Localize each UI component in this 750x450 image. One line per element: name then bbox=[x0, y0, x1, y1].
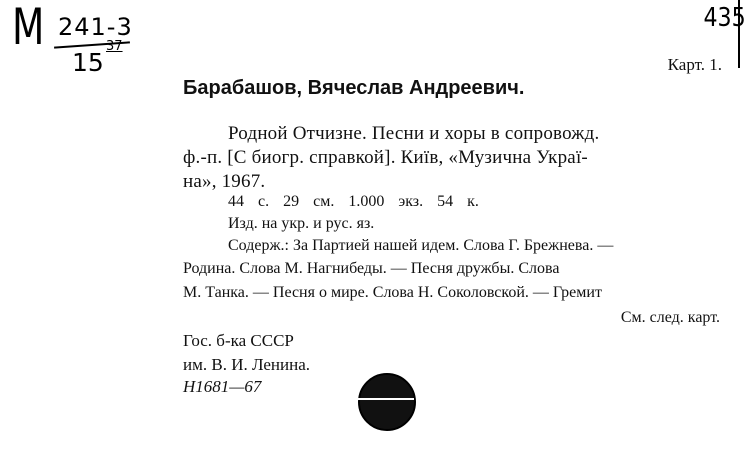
contents-line-2: Родина. Слова М. Нагнибеды. — Песня дружбы. Слова bbox=[183, 260, 560, 277]
continued-note: См. след. карт. bbox=[620, 309, 720, 326]
library-code: Н1681—67 bbox=[183, 377, 262, 396]
library-name-line-2: им. В. И. Ленина. bbox=[183, 355, 311, 374]
card-edge-line bbox=[738, 0, 740, 68]
corner-number: 435 bbox=[703, 3, 746, 33]
title-line-3: на», 1967. bbox=[183, 171, 266, 192]
card-number: Карт. 1. bbox=[667, 55, 722, 74]
author-heading: Барабашов, Вячеслав Андреевич. bbox=[183, 77, 525, 99]
contents-line-1: Содерж.: За Партией нашей идем. Слова Г. Брежнева. — bbox=[228, 237, 614, 254]
title-line-2: ф.-п. [С биогр. справкой]. Київ, «Музична Украї- bbox=[183, 147, 588, 168]
language-note: Изд. на укр. и рус. яз. bbox=[228, 215, 375, 232]
title-line-1: Родной Отчизне. Песни и хоры в сопровожд. bbox=[228, 123, 600, 144]
physical-description: 44 с. 29 см. 1.000 экз. 54 к. bbox=[228, 193, 479, 210]
shelfmark-number: 241-3 bbox=[58, 13, 133, 41]
contents-line-3: М. Танка. — Песня о мире. Слова Н. Соколовской. — Гремит bbox=[183, 284, 602, 301]
shelfmark-letter: M bbox=[12, 0, 45, 56]
punch-hole bbox=[358, 373, 416, 431]
punch-hole-slit bbox=[358, 398, 414, 400]
library-name-line-1: Гос. б-ка СССР bbox=[183, 331, 294, 350]
shelfmark-superscript: 37 bbox=[106, 39, 123, 54]
shelfmark-denominator: 15 bbox=[72, 48, 104, 77]
